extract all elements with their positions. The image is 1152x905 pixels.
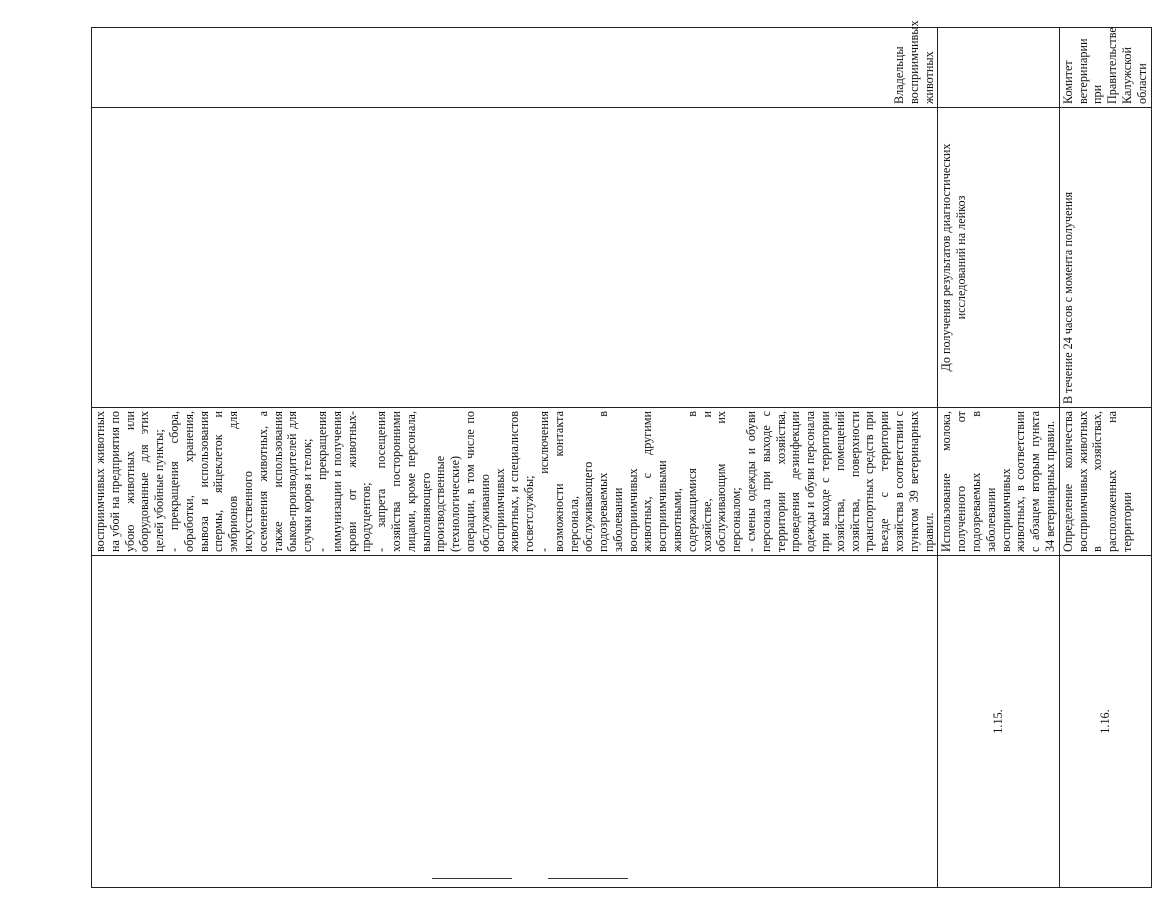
measure-paragraph: - запрета посещения хозяйства посторонними лицами, кроме персонала, выполняющего производственные (технологические) операции, в том числе по обслуживанию восприимчивых животных, и специалистов госветслужбы; — [374, 411, 537, 552]
rotated-table-container — [91, 20, 1149, 888]
row-1-14-responsible-cell: Владельцы восприимчивых животных — [92, 28, 938, 108]
row-1-14-deadline-cell — [92, 108, 938, 408]
row-1-14-number-cell — [92, 556, 938, 888]
measure-paragraph: восприимчивых животных на убой на предприятия по убою животных или оборудованные для этих целей убойные пункты; — [93, 411, 167, 552]
row-1-14-text-cell — [92, 408, 938, 556]
row-1-16-text-cell: Определение количества восприимчивых животных в хозяйствах, расположенных на территории — [1059, 408, 1151, 556]
row-1-16-deadline-cell: В течение 24 часов с момента получения — [1059, 108, 1151, 408]
row-1-15-deadline-cell: До получения результатов диагностических исследований на лейкоз — [938, 108, 1059, 408]
scan-mark — [432, 878, 512, 879]
row-1-16-responsible-cell: Комитет ветеринарии при Правительстве Калужской области — [1059, 28, 1151, 108]
measure-paragraph: - смены одежды и обуви персонала при выходе с территории хозяйства, проведения дезинфекции одежды и обуви персонала при выходе с территории хозяйства, помещений хозяйства, поверхности транспортных средств при въезде с территории хозяйства в соответствии с пунктом 39 ветеринарных правил. — [744, 411, 936, 552]
measure-paragraph: - прекращения сбора, обработки, хранения, вывоза и использования спермы, яйцеклеток и эмбрионов для искусственного осеменения животных, а также использования быков-производителей для случки коров и телок; — [166, 411, 315, 552]
row-1-16-number-cell: 1.16. — [1059, 556, 1151, 888]
measure-paragraph: - исключения возможности контакта персонала, обслуживающего подозреваемых в заболевании восприимчивых животных, с другими восприимчивыми животными, содержащимися в хозяйстве, и обслуживающим их персоналом; — [536, 411, 744, 552]
measures-table — [91, 20, 1152, 888]
table-row-1-16 — [1059, 28, 1151, 888]
scan-mark — [548, 878, 628, 879]
row-1-15-text-cell: Использование молока, полученного от подозреваемых в заболевании восприимчивых животных, в соответствии с абзацем вторым пункта 34 ветеринарных правил. — [938, 408, 1059, 556]
table-row-1-15 — [938, 28, 1059, 888]
row-1-15-number-cell: 1.15. — [938, 556, 1059, 888]
measure-paragraph: - прекращения иммунизации и получения крови от животных-продуцентов; — [314, 411, 374, 552]
table-row-1-14-continued — [92, 28, 938, 888]
row-1-15-responsible-cell — [938, 28, 1059, 108]
